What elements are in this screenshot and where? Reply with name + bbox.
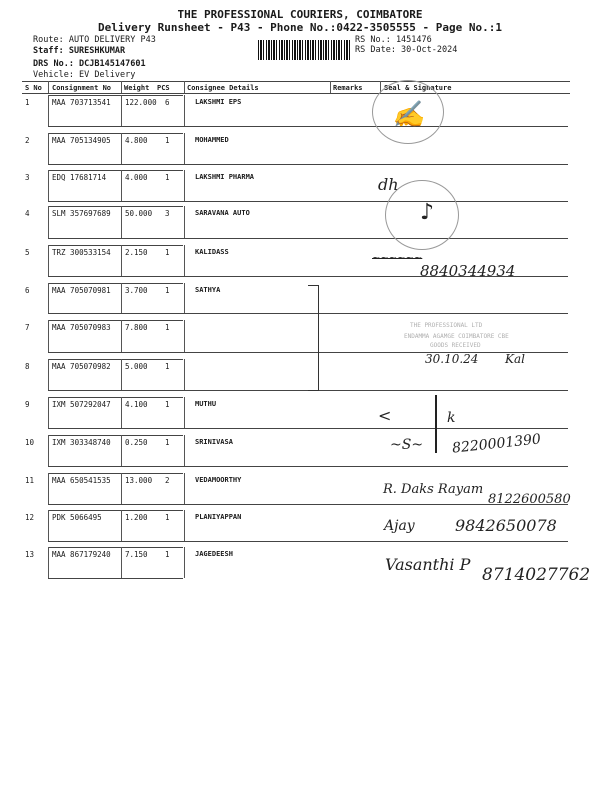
row-pcs: 1 (165, 323, 170, 332)
col-header-sno: S No (25, 84, 42, 92)
col-header-weight: Weight (124, 84, 150, 92)
phone-row10: 8220001390 (451, 431, 542, 457)
row-weight: 122.000 (125, 98, 157, 107)
row-sno: 13 (25, 550, 35, 559)
row-pcs: 1 (165, 550, 170, 559)
row-pcs: 1 (165, 362, 170, 371)
row-weight: 7.150 (125, 550, 148, 559)
row-divider (48, 578, 183, 579)
row-col-separator (121, 206, 122, 238)
row-consignment: MAA 705134905 (52, 136, 111, 145)
row-consignment: IXM 507292047 (52, 400, 111, 409)
signature-row10: ~S~ (390, 437, 424, 453)
row-top-line (48, 133, 183, 134)
row-sno: 8 (25, 362, 30, 371)
row-consignment: PDK 5066495 (52, 513, 102, 522)
faint-stamp-title: THE PROFESSIONAL LTD (410, 322, 483, 329)
route-label: Route: AUTO DELIVERY P43 (33, 35, 156, 45)
phone-row5: 8840344934 (420, 262, 516, 280)
col-header-signature: Seal & Signature (384, 84, 452, 92)
row-sno: 1 (25, 98, 30, 107)
row-consignment: MAA 867179240 (52, 550, 111, 559)
row-top-line (48, 283, 183, 284)
row-col-separator (48, 359, 49, 390)
date-row8: 30.10.24 (425, 352, 479, 366)
row-col-separator (184, 133, 185, 164)
col-header-pcs: PCS (157, 84, 170, 92)
row-top-line (48, 320, 183, 321)
row-col-separator (184, 170, 185, 201)
row-col-separator (121, 547, 122, 578)
row-consignee: SARAVANA AUTO (195, 209, 250, 217)
row-sno: 7 (25, 323, 30, 332)
row-col-separator (121, 435, 122, 466)
mark-row9b: k (447, 410, 456, 426)
faint-stamp-company: ENDAMMA AGAMGE COIMBATORE CBE (404, 333, 509, 340)
row-pcs: 1 (165, 400, 170, 409)
row-col-separator (48, 473, 49, 504)
row-consignee: SATHYA (195, 286, 221, 294)
rs-number: RS No.: 1451476 (355, 35, 432, 45)
row-col-separator (48, 397, 49, 428)
drs-number: DRS No.: DCJB145147601 (33, 59, 146, 69)
row-weight: 13.000 (125, 476, 153, 485)
row-consignment: SLM 357697689 (52, 209, 111, 218)
col-header-consignment: Consignment No (52, 84, 112, 92)
row-divider (48, 201, 568, 202)
row-weight: 7.800 (125, 323, 148, 332)
phone-row13: 8714027762 (482, 565, 591, 585)
faint-stamp-received: GOODS RECEIVED (430, 342, 481, 349)
signature-row3: dh (378, 175, 399, 194)
row-sno: 4 (25, 209, 30, 218)
row-col-separator (121, 510, 122, 541)
row-sno: 9 (25, 400, 30, 409)
row-col-separator (48, 206, 49, 238)
row-consignee: VEDAMOORTHY (195, 476, 242, 484)
row-col-separator (48, 245, 49, 276)
row-consignment: IXM 303348740 (52, 438, 111, 447)
row-col-separator (184, 473, 185, 504)
row-top-line (48, 95, 183, 96)
row-col-separator (184, 359, 185, 390)
row-col-separator (48, 95, 49, 126)
row-divider (48, 541, 568, 542)
row-weight: 4.100 (125, 400, 148, 409)
row-consignee: MOHAMMED (195, 136, 229, 144)
row-col-separator (121, 359, 122, 390)
row-top-line (48, 206, 183, 207)
row-pcs: 1 (165, 248, 170, 257)
row-col-separator (121, 95, 122, 126)
barcode (258, 40, 350, 60)
row-consignee: MUTHU (195, 400, 217, 408)
row-sno: 2 (25, 136, 30, 145)
row-consignee: LAKSHMI EPS (195, 98, 242, 106)
row-consignment: MAA 705070981 (52, 286, 111, 295)
row-col-separator (48, 320, 49, 352)
row-divider (48, 126, 568, 127)
row-top-line (48, 510, 183, 511)
row-consignment: MAA 650541535 (52, 476, 111, 485)
row-weight: 4.000 (125, 173, 148, 182)
row-consignment: MAA 703713541 (52, 98, 111, 107)
row-sno: 5 (25, 248, 30, 257)
row-top-line (48, 170, 183, 171)
row-pcs: 1 (165, 513, 170, 522)
row-pcs: 1 (165, 438, 170, 447)
row-consignee: SRINIVASA (195, 438, 233, 446)
row-weight: 3.700 (125, 286, 148, 295)
runsheet-subtitle: Delivery Runsheet - P43 - Phone No.:0422-3505555 - Page No.:1 (98, 21, 502, 34)
bracket-rows-6-8 (308, 285, 319, 391)
row-sno: 3 (25, 173, 30, 182)
row-pcs: 3 (165, 209, 170, 218)
row-col-separator (121, 283, 122, 313)
row-col-separator (184, 510, 185, 541)
row-top-line (48, 397, 183, 398)
row-weight: 0.250 (125, 438, 148, 447)
row-sno: 6 (25, 286, 30, 295)
name-row12: Ajay (384, 518, 415, 534)
row-sno: 11 (25, 476, 35, 485)
row-col-separator (184, 283, 185, 313)
row-col-separator (121, 133, 122, 164)
row-col-separator (184, 95, 185, 126)
row-col-separator (48, 510, 49, 541)
vehicle-label: Vehicle: EV Delivery (33, 70, 136, 80)
row-weight: 2.150 (125, 248, 148, 257)
row-consignment: MAA 705070983 (52, 323, 111, 332)
row-top-line (48, 473, 183, 474)
row-consignee: JAGEDEESH (195, 550, 233, 558)
row-col-separator (184, 206, 185, 238)
col-header-remarks: Remarks (333, 84, 363, 92)
row-pcs: 2 (165, 476, 170, 485)
row-sno: 10 (25, 438, 35, 447)
row-sno: 12 (25, 513, 35, 522)
name-row13: Vasanthi P (385, 555, 471, 574)
row-col-separator (121, 170, 122, 201)
col-header-consignee: Consignee Details (187, 84, 259, 92)
row-col-separator (121, 397, 122, 428)
row-pcs: 1 (165, 136, 170, 145)
row-divider (48, 466, 568, 467)
arrow-line-row9 (435, 395, 437, 453)
row-divider (48, 238, 568, 239)
row-pcs: 1 (165, 173, 170, 182)
row-divider (48, 428, 568, 429)
row-consignee: LAKSHMI PHARMA (195, 173, 255, 181)
row-col-separator (121, 473, 122, 504)
row-col-separator (48, 170, 49, 201)
mark-row9: < (378, 406, 392, 425)
row-col-separator (121, 245, 122, 276)
row-weight: 50.000 (125, 209, 153, 218)
row-col-separator (184, 547, 185, 578)
row-consignment: EDQ 17681714 (52, 173, 107, 182)
signature-row5: ~~~~~~ (372, 253, 423, 264)
phone-row11: 8122600580 (488, 492, 571, 507)
company-title: THE PROFESSIONAL COURIERS, COIMBATORE (177, 8, 423, 21)
row-col-separator (48, 547, 49, 578)
row-consignment: MAA 705070982 (52, 362, 111, 371)
row-top-line (48, 245, 183, 246)
row-pcs: 6 (165, 98, 170, 107)
name-row11: R. Daks Rayam (383, 482, 484, 497)
row-col-separator (48, 435, 49, 466)
row-consignee: PLANIYAPPAN (195, 513, 242, 521)
signature-row4: ♪ (420, 200, 435, 225)
row-top-line (48, 435, 183, 436)
row-consignee: KALIDASS (195, 248, 229, 256)
row-top-line (48, 547, 183, 548)
row-col-separator (48, 133, 49, 164)
row-col-separator (184, 435, 185, 466)
row-col-separator (184, 245, 185, 276)
staff-label: Staff: SURESHKUMAR (33, 46, 126, 56)
row-col-separator (184, 397, 185, 428)
row-weight: 4.800 (125, 136, 148, 145)
row-col-separator (184, 320, 185, 352)
row-top-line (48, 359, 183, 360)
row-divider (48, 164, 568, 165)
row-weight: 1.200 (125, 513, 148, 522)
row-col-separator (48, 283, 49, 313)
row-weight: 5.000 (125, 362, 148, 371)
phone-row12: 9842650078 (455, 516, 557, 535)
rs-date: RS Date: 30-Oct-2024 (355, 45, 458, 55)
signature-row1: ✍ (392, 100, 425, 130)
row-pcs: 1 (165, 286, 170, 295)
signature-row8: Kal (505, 352, 525, 366)
row-consignment: TRZ 300533154 (52, 248, 111, 257)
row-col-separator (121, 320, 122, 352)
